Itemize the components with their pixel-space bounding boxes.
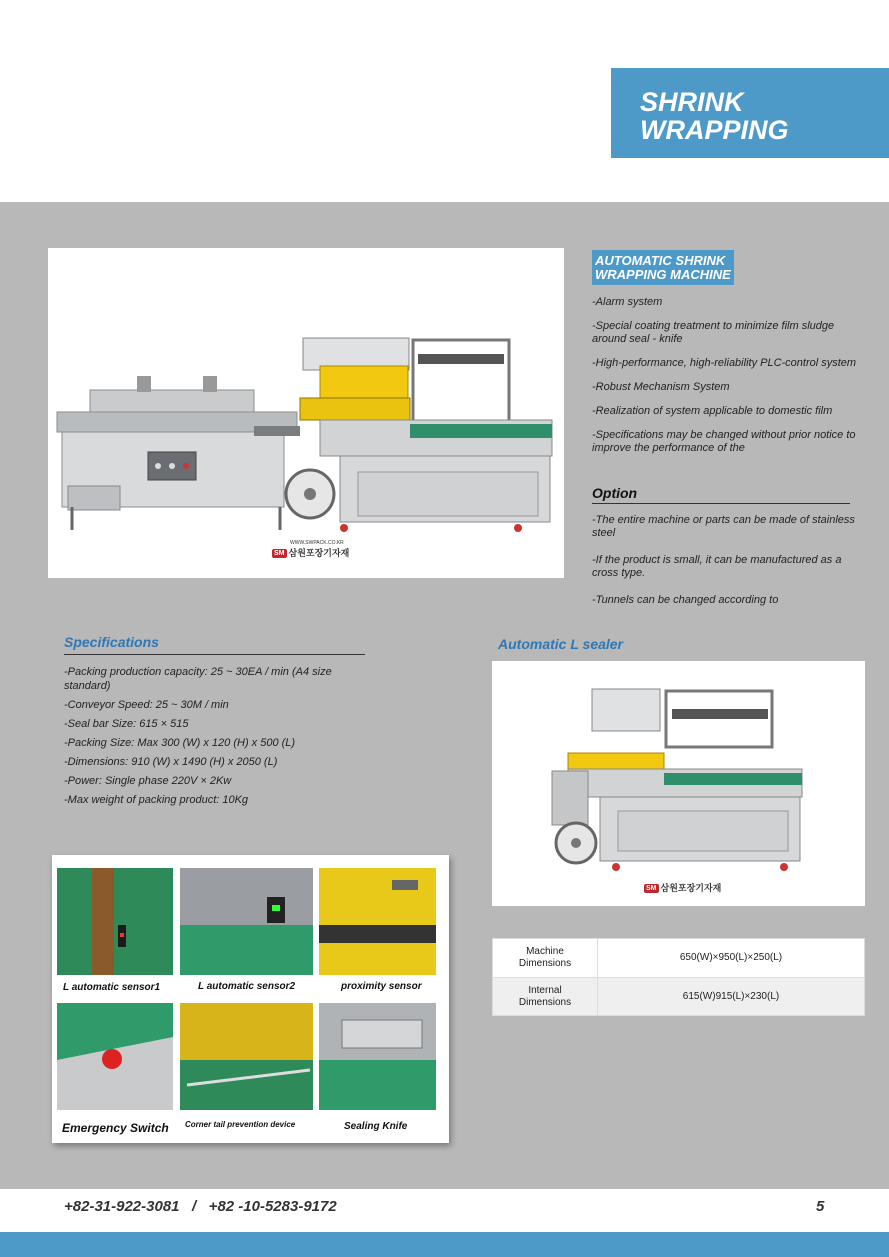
- brand-url: WWW.SWPACK.CO.KR: [290, 540, 344, 546]
- brand-name: 삼원포장기자재: [288, 548, 350, 558]
- spec-item: -Max weight of packing product: 10Kg: [64, 794, 249, 806]
- feature-item: -Specifications may be changed without prior notice to improve the performance of the: [592, 429, 856, 454]
- parts-gallery: [52, 855, 449, 1143]
- feature-item: -High-performance, high-reliability PLC-control system: [592, 357, 857, 369]
- caption-emergency-switch: Emergency Switch: [62, 1121, 169, 1135]
- label-line: Machine: [526, 946, 564, 957]
- caption-sealing-knife: Sealing Knife: [344, 1121, 408, 1132]
- dimensions-table: [492, 938, 865, 1016]
- table-cell-value: 615(W)915(L)×230(L): [598, 978, 865, 1016]
- feature-item: -Special coating treatment to minimize film sludge around seal - knife: [592, 320, 835, 345]
- option-divider: [592, 503, 850, 504]
- machine-heading-line1: AUTOMATIC SHRINK: [595, 253, 726, 268]
- option-item: -The entire machine or parts can be made of stainless steel: [592, 514, 855, 539]
- page-title-line2: WRAPPING: [640, 115, 789, 145]
- specifications-list: [64, 665, 374, 812]
- table-cell-label: [493, 978, 598, 1016]
- table-row: [493, 939, 865, 978]
- option-item: -If the product is small, it can be manufactured as a cross type.: [592, 554, 842, 579]
- specifications-divider: [64, 654, 365, 655]
- machine-heading: [592, 250, 734, 285]
- table-cell-value: 650(W)×950(L)×250(L): [598, 939, 865, 978]
- table-row: [493, 978, 865, 1016]
- feature-list: [592, 296, 862, 466]
- bottom-accent-bar: [0, 1232, 889, 1257]
- spec-item: -Packing Size: Max 300 (W) x 120 (H) x 500 (L): [64, 737, 296, 749]
- label-line: Dimensions: [518, 958, 572, 969]
- specifications-title: Specifications: [64, 634, 159, 650]
- feature-item: -Robust Mechanism System: [592, 381, 730, 393]
- feature-item: -Alarm system: [592, 296, 663, 308]
- brand-badge: SM: [274, 550, 285, 558]
- l-sealer-title: Automatic L sealer: [498, 636, 624, 652]
- label-line: Dimensions: [518, 996, 572, 1008]
- spec-item: -Seal bar Size: 615 × 515: [64, 718, 189, 730]
- page-title: [611, 68, 889, 158]
- brand-badge: SM: [646, 885, 657, 893]
- page-title-line1: SHRINK: [640, 87, 744, 117]
- l-sealer-photo: [492, 661, 865, 906]
- spec-item: -Power: Single phase 220V × 2Kw: [64, 775, 232, 787]
- caption-proximity-sensor: proximity sensor: [341, 981, 422, 992]
- option-title: Option: [592, 485, 638, 501]
- machine-heading-line2: WRAPPING MACHINE: [595, 267, 731, 282]
- caption-sensor1: L automatic sensor1: [63, 982, 161, 993]
- caption-sensor2: L automatic sensor2: [198, 981, 296, 992]
- shrink-machine-photo: [48, 248, 564, 578]
- brand-logo: [644, 881, 721, 894]
- table-cell-label: [493, 939, 598, 978]
- option-item: -Tunnels can be changed according to: [592, 594, 779, 606]
- label-line: Internal: [528, 984, 562, 996]
- option-list: [592, 514, 862, 621]
- spec-item: -Dimensions: 910 (W) x 1490 (H) x 2050 (L): [64, 756, 278, 768]
- spec-item: -Conveyor Speed: 25 ~ 30M / min: [64, 699, 229, 711]
- brand-name: 삼원포장기자재: [660, 883, 722, 893]
- brand-logo: [272, 540, 349, 559]
- feature-item: -Realization of system applicable to domestic film: [592, 405, 833, 417]
- footer-phone: +82-31-922-3081 / +82 -10-5283-9172: [64, 1198, 337, 1215]
- page-number: 5: [816, 1198, 825, 1215]
- caption-corner-tail: Corner tail prevention device: [185, 1120, 296, 1129]
- spec-item: -Packing production capacity: 25 ~ 30EA / min (A4 size standard): [64, 666, 332, 692]
